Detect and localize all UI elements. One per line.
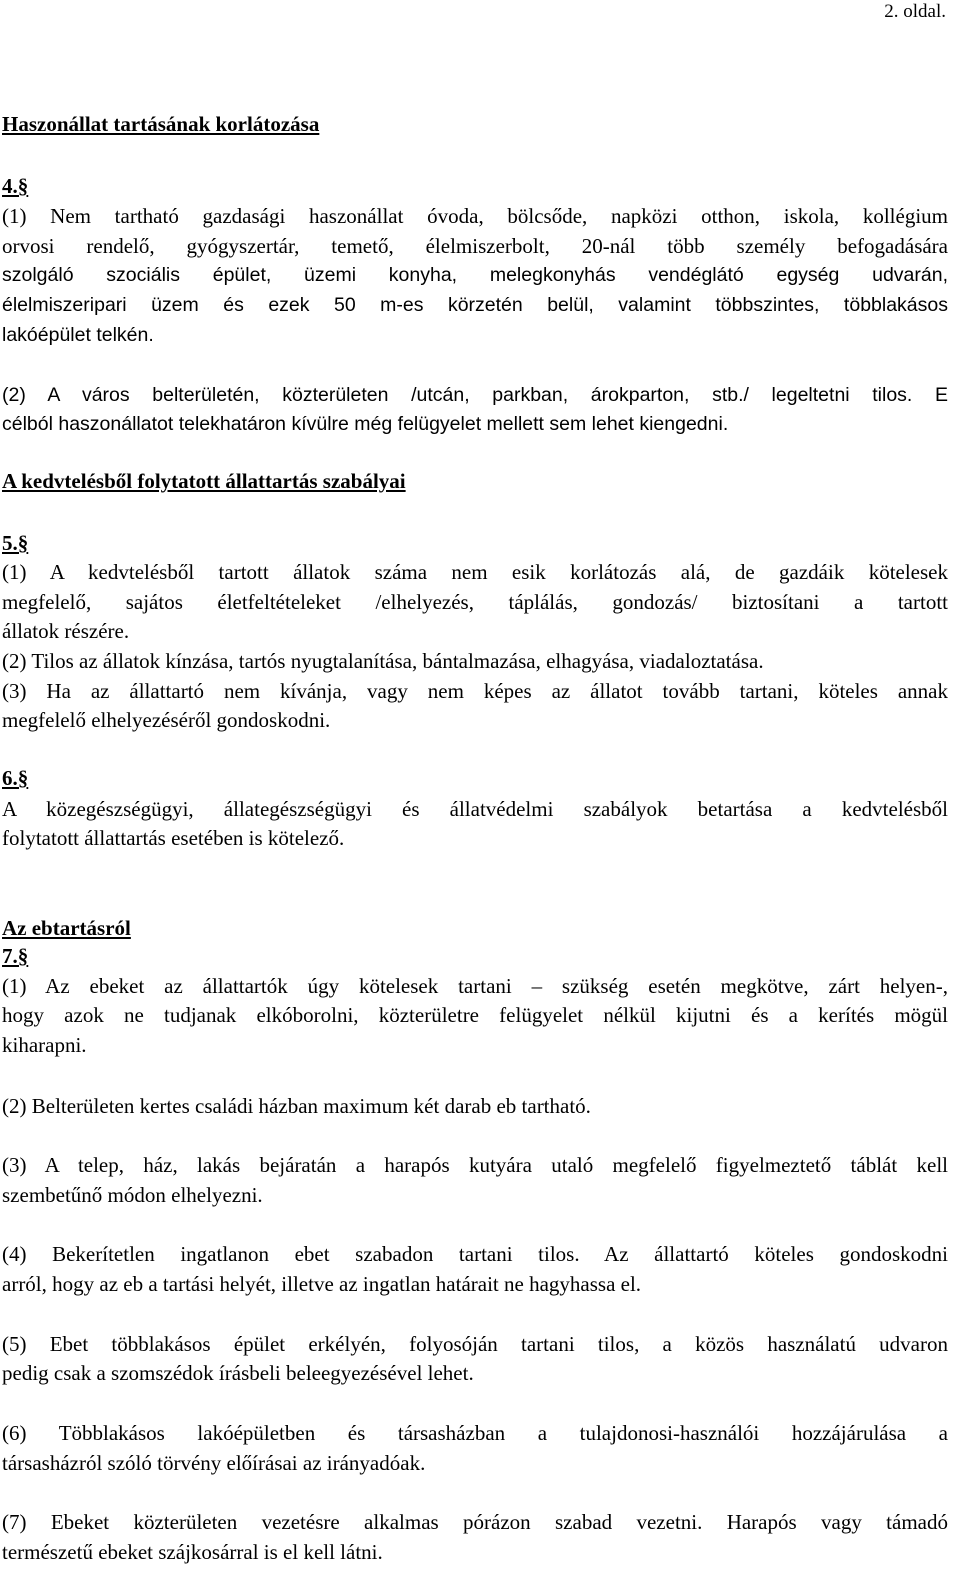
text-line: (1) Az ebeket az állattartók úgy kötelesek tartani – szükség esetén megkötve, zárt helyen-, [2, 974, 948, 998]
text-line: pedig csak a szomszédok írásbeli beleegyezésével lehet. [2, 1361, 474, 1385]
text-line: szolgáló szociális épület, üzemi konyha, melegkonyhás vendéglátó egység udvarán, [2, 264, 948, 286]
text-line: élelmiszeripari üzem és ezek 50 m-es körzetén belül, valamint többszintes, többlakásos [2, 294, 948, 316]
text-line: állatok részére. [2, 619, 130, 643]
text-line: (1) Nem tartható gazdasági haszonállat óvoda, bölcsőde, napközi otthon, iskola, kollégium [2, 204, 948, 228]
paragraph-mark: 5.§ [2, 531, 29, 555]
paragraph-mark: 7.§ [2, 944, 29, 968]
section-title: Az ebtartásról [2, 916, 131, 940]
text-line: (1) A kedvtelésből tartott állatok száma nem esik korlátozás alá, de gazdáik kötelesek [2, 560, 948, 584]
text-line: természetű ebeket szájkosárral is el kell látni. [2, 1540, 383, 1564]
text-line: (4) Bekerítetlen ingatlanon ebet szabadon tartani tilos. Az állattartó köteles gondoskodni [2, 1242, 948, 1266]
section-title: A kedvtelésből folytatott állattartás szabályai [2, 469, 406, 493]
text-line: (2) Tilos az állatok kínzása, tartós nyugtalanítása, bántalmazása, elhagyása, viadaloztatása. [2, 649, 764, 673]
text-line: szembetűnő módon elhelyezni. [2, 1183, 263, 1207]
text-line: (7) Ebeket közterületen vezetésre alkalmas pórázon szabad vezetni. Harapós vagy támadó [2, 1510, 948, 1534]
text-line: A közegészségügyi, állategészségügyi és állatvédelmi szabályok betartása a kedvtelésből [2, 797, 948, 821]
text-line: célból haszonállatot telekhatáron kívülre még felügyelet mellett sem lehet kiengedni. [2, 413, 729, 435]
text-line: társasházról szóló törvény előírásai az irányadóak. [2, 1451, 426, 1475]
text-line: (2) Belterületen kertes családi házban maximum két darab eb tartható. [2, 1094, 591, 1118]
text-line: kiharapni. [2, 1033, 87, 1057]
text-line: lakóépület telkén. [2, 324, 154, 346]
text-line: (6) Többlakásos lakóépületben és társasházban a tulajdonosi-használói hozzájárulása a [2, 1421, 948, 1445]
page-number: 2. oldal. [884, 1, 946, 22]
text-line: orvosi rendelő, gyógyszertár, temető, élelmiszerbolt, 20-nál több személy befogadására [2, 234, 948, 258]
text-line: megfelelő, sajátos életfeltételeket /elhelyezés, táplálás, gondozás/ biztosítani a tartott [2, 590, 948, 614]
text-line: folytatott állattartás esetében is kötelező. [2, 826, 345, 850]
text-line: (3) A telep, ház, lakás bejáratán a harapós kutyára utaló megfelelő figyelmeztető táblát kell [2, 1153, 948, 1177]
text-line: (2) A város belterületén, közterületen /utcán, parkban, árokparton, stb./ legeltetni tilos. E [2, 384, 948, 406]
text-line: (5) Ebet többlakásos épület erkélyén, folyosóján tartani tilos, a közös használatú udvaron [2, 1332, 948, 1356]
paragraph-mark: 6.§ [2, 766, 29, 790]
paragraph-mark: 4.§ [2, 174, 29, 198]
text-line: arról, hogy az eb a tartási helyét, illetve az ingatlan határait ne hagyhassa el. [2, 1272, 642, 1296]
section-title: Haszonállat tartásának korlátozása [2, 112, 320, 136]
text-line: (3) Ha az állattartó nem kívánja, vagy nem képes az állatot tovább tartani, köteles annak [2, 679, 948, 703]
text-line: hogy azok ne tudjanak elkóborolni, közterületre felügyelet nélkül kijutni és a kerítés mögül [2, 1003, 948, 1027]
text-line: megfelelő elhelyezéséről gondoskodni. [2, 708, 331, 732]
